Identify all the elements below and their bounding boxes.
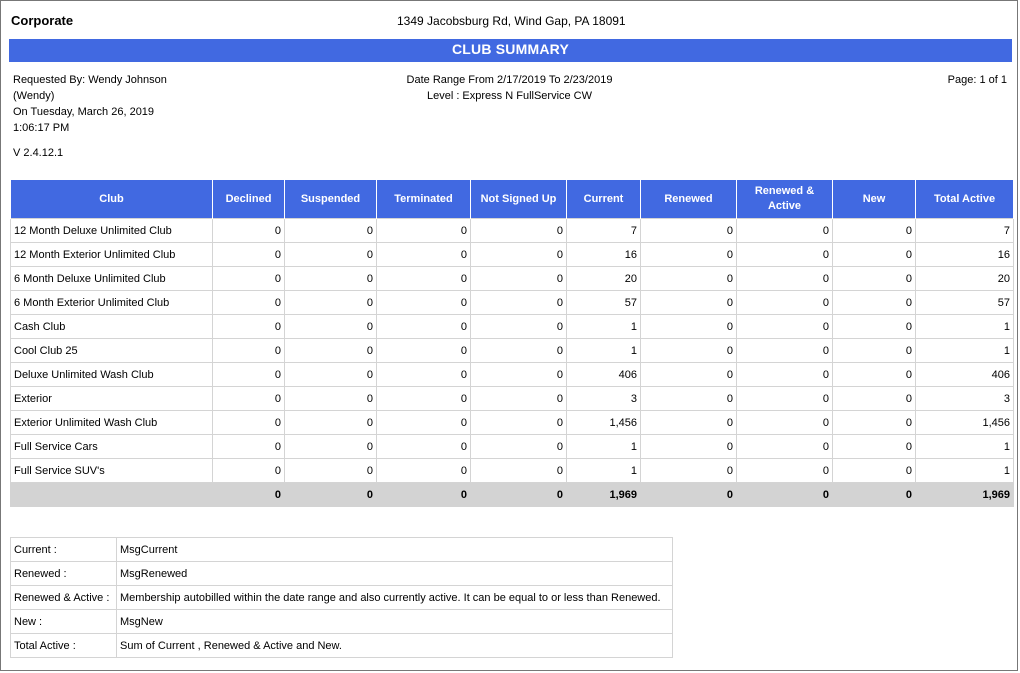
column-header: New — [833, 180, 916, 219]
table-row — [11, 291, 1014, 315]
request-info — [13, 72, 167, 136]
value-cell: 0 — [833, 315, 916, 339]
value-cell: 0 — [285, 291, 377, 315]
value-cell: 0 — [285, 411, 377, 435]
value-cell: 0 — [213, 363, 285, 387]
value-cell: 0 — [737, 363, 833, 387]
value-cell: 0 — [641, 291, 737, 315]
value-cell: 0 — [737, 315, 833, 339]
value-cell: 0 — [213, 411, 285, 435]
club-summary-table — [10, 179, 1014, 507]
total-cell: 0 — [833, 483, 916, 507]
club-name-cell: Exterior — [11, 387, 213, 411]
value-cell: 0 — [377, 267, 471, 291]
column-header: Renewed & Active — [737, 180, 833, 219]
value-cell: 1 — [567, 339, 641, 363]
value-cell: 1 — [567, 315, 641, 339]
value-cell: 0 — [833, 411, 916, 435]
company-name: Corporate — [11, 13, 74, 28]
value-cell: 0 — [833, 387, 916, 411]
value-cell: 0 — [285, 459, 377, 483]
legend-description: MsgRenewed — [117, 562, 673, 586]
value-cell: 0 — [213, 243, 285, 267]
value-cell: 0 — [641, 411, 737, 435]
legend-row — [11, 610, 673, 634]
table-row — [11, 267, 1014, 291]
legend-term: New : — [11, 610, 117, 634]
value-cell: 0 — [285, 339, 377, 363]
value-cell: 1 — [916, 435, 1014, 459]
total-cell: 0 — [213, 483, 285, 507]
table-row — [11, 435, 1014, 459]
value-cell: 0 — [471, 387, 567, 411]
legend-row — [11, 634, 673, 658]
value-cell: 406 — [916, 363, 1014, 387]
table-header — [11, 180, 1014, 219]
legend-row — [11, 586, 673, 610]
value-cell: 0 — [833, 363, 916, 387]
value-cell: 0 — [833, 243, 916, 267]
value-cell: 0 — [213, 219, 285, 243]
value-cell: 0 — [641, 339, 737, 363]
value-cell: 0 — [377, 219, 471, 243]
value-cell: 0 — [213, 267, 285, 291]
value-cell: 0 — [471, 243, 567, 267]
value-cell: 3 — [567, 387, 641, 411]
legend-term: Renewed : — [11, 562, 117, 586]
value-cell: 0 — [213, 387, 285, 411]
value-cell: 0 — [641, 315, 737, 339]
club-name-cell: 6 Month Deluxe Unlimited Club — [11, 267, 213, 291]
legend-table — [10, 537, 673, 658]
value-cell: 0 — [377, 315, 471, 339]
table-body — [11, 219, 1014, 507]
total-cell: 1,969 — [567, 483, 641, 507]
value-cell: 0 — [377, 387, 471, 411]
header-row — [11, 180, 1014, 219]
report-parameters — [341, 72, 678, 104]
requested-alias: (Wendy) — [13, 90, 55, 102]
value-cell: 0 — [213, 339, 285, 363]
value-cell: 0 — [737, 411, 833, 435]
date-range: Date Range From 2/17/2019 To 2/23/2019 — [406, 74, 613, 86]
value-cell: 0 — [641, 219, 737, 243]
value-cell: 0 — [737, 459, 833, 483]
value-cell: 0 — [285, 387, 377, 411]
value-cell: 0 — [377, 435, 471, 459]
total-cell: 1,969 — [916, 483, 1014, 507]
value-cell: 0 — [833, 435, 916, 459]
legend-description: Sum of Current , Renewed & Active and New. — [117, 634, 673, 658]
value-cell: 0 — [737, 291, 833, 315]
value-cell: 0 — [285, 363, 377, 387]
level: Level : Express N FullService CW — [426, 90, 593, 102]
club-name-cell: Deluxe Unlimited Wash Club — [11, 363, 213, 387]
column-header: Declined — [213, 180, 285, 219]
club-name-cell: 12 Month Exterior Unlimited Club — [11, 243, 213, 267]
table-row — [11, 219, 1014, 243]
value-cell: 0 — [737, 435, 833, 459]
table-row — [11, 315, 1014, 339]
table-row — [11, 459, 1014, 483]
legend-description: Membership autobilled within the date range and also currently active. It can be equal to or less than Renewed. — [117, 586, 673, 610]
total-cell: 0 — [641, 483, 737, 507]
value-cell: 0 — [471, 363, 567, 387]
value-cell: 1,456 — [567, 411, 641, 435]
value-cell: 0 — [737, 219, 833, 243]
value-cell: 0 — [471, 459, 567, 483]
value-cell: 0 — [285, 267, 377, 291]
value-cell: 1 — [916, 339, 1014, 363]
value-cell: 7 — [567, 219, 641, 243]
value-cell: 0 — [833, 219, 916, 243]
value-cell: 0 — [213, 459, 285, 483]
totals-row — [11, 483, 1014, 507]
legend-description: MsgNew — [117, 610, 673, 634]
value-cell: 57 — [567, 291, 641, 315]
club-name-cell: 12 Month Deluxe Unlimited Club — [11, 219, 213, 243]
club-name-cell: Full Service Cars — [11, 435, 213, 459]
value-cell: 0 — [377, 339, 471, 363]
value-cell: 1 — [916, 459, 1014, 483]
legend-description: MsgCurrent — [117, 538, 673, 562]
table-row — [11, 411, 1014, 435]
club-name-cell: Cool Club 25 — [11, 339, 213, 363]
value-cell: 0 — [471, 339, 567, 363]
value-cell: 406 — [567, 363, 641, 387]
value-cell: 0 — [641, 459, 737, 483]
value-cell: 0 — [737, 267, 833, 291]
value-cell: 0 — [471, 291, 567, 315]
value-cell: 0 — [213, 291, 285, 315]
value-cell: 1 — [567, 435, 641, 459]
total-cell: 0 — [285, 483, 377, 507]
value-cell: 0 — [471, 435, 567, 459]
value-cell: 0 — [213, 435, 285, 459]
legend-body — [11, 538, 673, 658]
value-cell: 0 — [833, 267, 916, 291]
value-cell: 0 — [641, 435, 737, 459]
column-header: Not Signed Up — [471, 180, 567, 219]
version-label: V 2.4.12.1 — [13, 147, 64, 159]
column-header: Current — [567, 180, 641, 219]
club-name-cell: 6 Month Exterior Unlimited Club — [11, 291, 213, 315]
value-cell: 16 — [916, 243, 1014, 267]
value-cell: 0 — [377, 243, 471, 267]
value-cell: 0 — [285, 315, 377, 339]
value-cell: 20 — [916, 267, 1014, 291]
total-cell: 0 — [737, 483, 833, 507]
column-header: Renewed — [641, 180, 737, 219]
value-cell: 0 — [737, 387, 833, 411]
requested-date: On Tuesday, March 26, 2019 — [13, 106, 155, 118]
club-name-cell: Full Service SUV's — [11, 459, 213, 483]
legend-row — [11, 562, 673, 586]
value-cell: 0 — [285, 435, 377, 459]
value-cell: 0 — [471, 219, 567, 243]
value-cell: 3 — [916, 387, 1014, 411]
table-row — [11, 339, 1014, 363]
page-number: Page: 1 of 1 — [947, 74, 1007, 86]
legend-term: Renewed & Active : — [11, 586, 117, 610]
column-header: Terminated — [377, 180, 471, 219]
value-cell: 0 — [833, 291, 916, 315]
legend-term: Current : — [11, 538, 117, 562]
value-cell: 0 — [213, 315, 285, 339]
value-cell: 0 — [377, 291, 471, 315]
value-cell: 0 — [737, 243, 833, 267]
value-cell: 0 — [641, 267, 737, 291]
value-cell: 7 — [916, 219, 1014, 243]
value-cell: 0 — [285, 243, 377, 267]
value-cell: 0 — [377, 459, 471, 483]
legend-term: Total Active : — [11, 634, 117, 658]
value-cell: 1 — [916, 315, 1014, 339]
company-address: 1349 Jacobsburg Rd, Wind Gap, PA 18091 — [397, 14, 626, 28]
total-cell: 0 — [377, 483, 471, 507]
value-cell: 0 — [641, 363, 737, 387]
value-cell: 57 — [916, 291, 1014, 315]
value-cell: 1,456 — [916, 411, 1014, 435]
column-header: Total Active — [916, 180, 1014, 219]
requested-by: Requested By: Wendy Johnson — [13, 74, 167, 86]
column-header: Suspended — [285, 180, 377, 219]
total-cell — [11, 483, 213, 507]
value-cell: 0 — [471, 411, 567, 435]
total-cell: 0 — [471, 483, 567, 507]
value-cell: 0 — [641, 243, 737, 267]
value-cell: 0 — [471, 315, 567, 339]
value-cell: 0 — [833, 459, 916, 483]
value-cell: 0 — [471, 267, 567, 291]
requested-time: 1:06:17 PM — [13, 122, 70, 134]
value-cell: 0 — [377, 363, 471, 387]
value-cell: 20 — [567, 267, 641, 291]
table-row — [11, 363, 1014, 387]
report-title: CLUB SUMMARY — [9, 39, 1012, 62]
club-name-cell: Cash Club — [11, 315, 213, 339]
value-cell: 0 — [737, 339, 833, 363]
value-cell: 0 — [833, 339, 916, 363]
value-cell: 0 — [641, 387, 737, 411]
value-cell: 0 — [377, 411, 471, 435]
table-row — [11, 387, 1014, 411]
value-cell: 0 — [285, 219, 377, 243]
table-row — [11, 243, 1014, 267]
legend-row — [11, 538, 673, 562]
column-header: Club — [11, 180, 213, 219]
value-cell: 16 — [567, 243, 641, 267]
value-cell: 1 — [567, 459, 641, 483]
club-name-cell: Exterior Unlimited Wash Club — [11, 411, 213, 435]
